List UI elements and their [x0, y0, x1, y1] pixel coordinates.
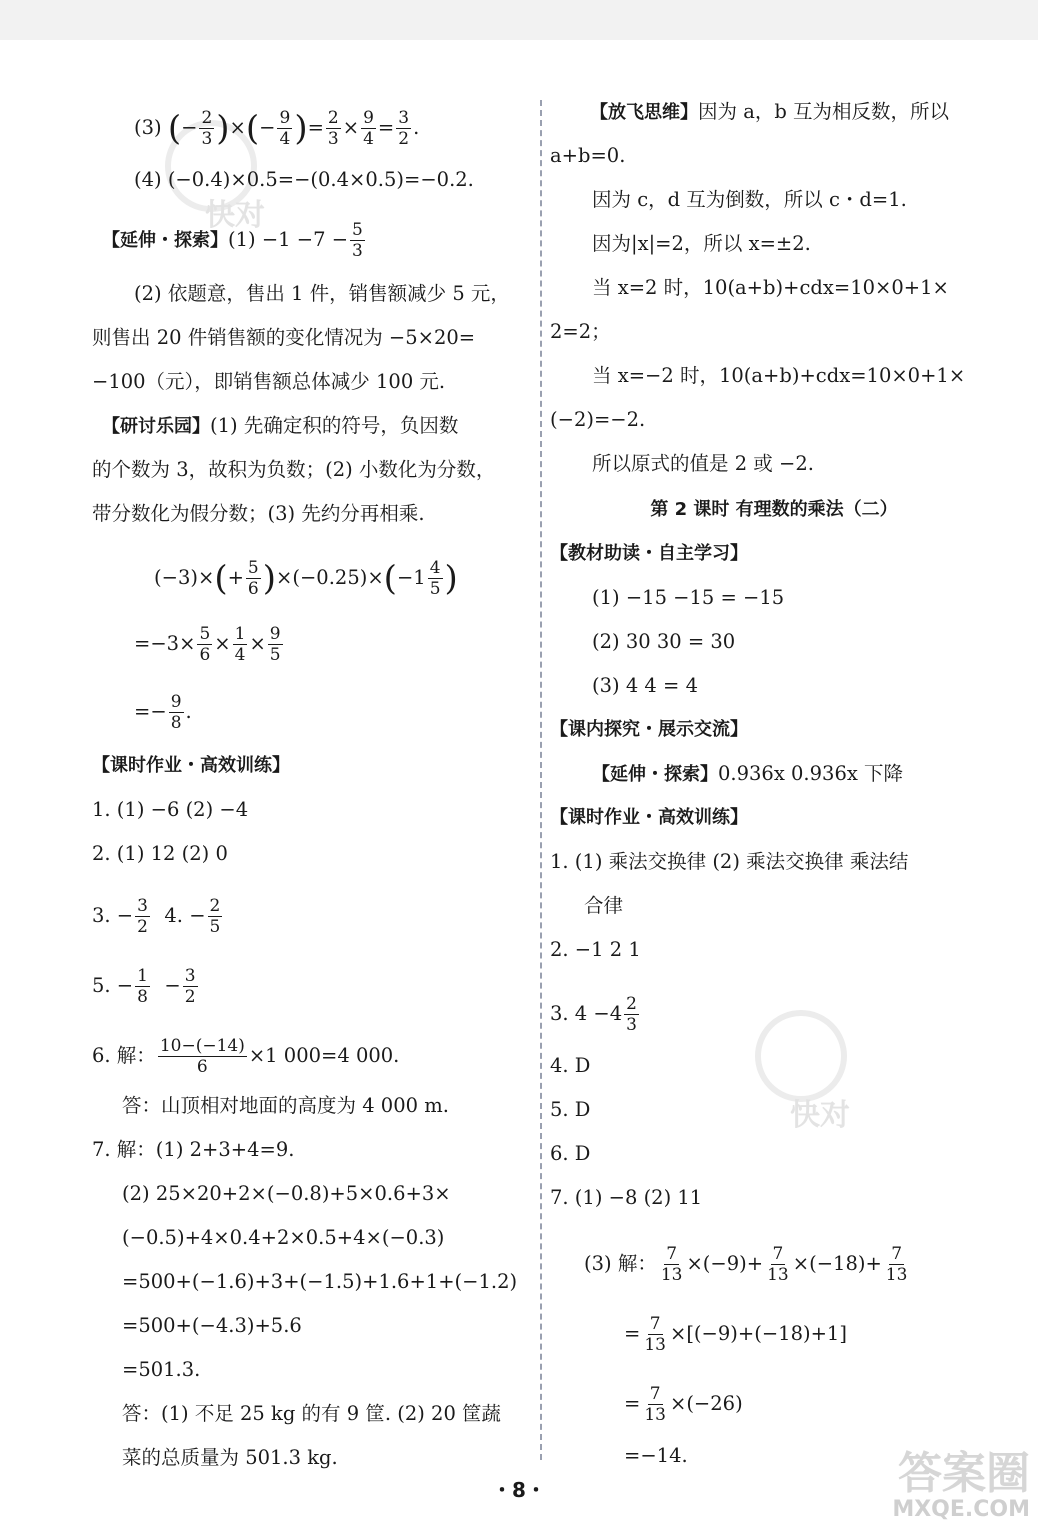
- r-answer-3: 3. 4 −4 $\frac{2}{3}$: [550, 994, 637, 1035]
- watermark-right: 快对: [790, 1098, 850, 1133]
- inclass-title: 【课内探究・展示交流】: [550, 719, 748, 740]
- calc-line-2: =−3× $\frac{5}{6}$ × $\frac{1}{4}$ × $\frac{9}{5}$: [134, 624, 281, 665]
- r-answer-7-4: = $\frac{7}{13}$ ×[(−9)+(−18)+1]: [624, 1314, 847, 1355]
- divergent-e: 当 x=2 时，10(a+b)+cdx=10×0+1×: [592, 276, 949, 299]
- r-answer-7: 7. (1) −8 (2) 11: [550, 1186, 703, 1209]
- homework-title-right: 【课时作业・高效训练】: [550, 807, 748, 828]
- answer-6: 6. 解： $\frac{10-(-14)}{6}$ ×1 000=4 000.: [92, 1036, 400, 1077]
- answer-7-6: =501.3.: [122, 1358, 201, 1381]
- textbook-title: 【教材助读・自主学习】: [550, 543, 748, 564]
- answer-6-conclusion: 答：山顶相对地面的高度为 4 000 m.: [122, 1094, 449, 1117]
- corner-logo: 答案圈: [898, 1448, 1030, 1499]
- discussion-b: 的个数为 3，故积为负数；(2) 小数化为分数，: [92, 458, 496, 481]
- watermark-circle-right: [755, 1010, 847, 1102]
- r-answer-1a: 1. (1) 乘法交换律 (2) 乘法交换律 乘法结: [550, 850, 909, 873]
- r-answer-1b: 合律: [584, 894, 624, 917]
- answer-3-4: 3. − $\frac{3}{2}$ 4. − $\frac{2}{5}$: [92, 896, 221, 937]
- divergent-f: 2=2；: [550, 320, 611, 343]
- divergent-g: 当 x=−2 时，10(a+b)+cdx=10×0+1×: [592, 364, 966, 387]
- r-answer-7-6: =−14.: [624, 1444, 688, 1467]
- extend-explore-2b: 则售出 20 件销售额的变化情况为 −5×20=: [92, 326, 476, 349]
- homework-title-left: 【课时作业・高效训练】: [92, 755, 290, 776]
- answer-5: 5. − $\frac{1}{8}$ − $\frac{3}{2}$: [92, 966, 196, 1007]
- r-answer-7-5: = $\frac{7}{13}$ ×(−26): [624, 1384, 743, 1425]
- divergent-c: 因为 c，d 互为倒数，所以 c・d=1.: [592, 188, 907, 211]
- calc-line-3: =− $\frac{9}{8}$ .: [134, 692, 192, 733]
- column-divider: [540, 100, 542, 1460]
- r-answer-2: 2. −1 2 1: [550, 938, 641, 961]
- answer-7-5: =500+(−4.3)+5.6: [122, 1314, 302, 1337]
- textbook-2: (2) 30 30 = 30: [592, 630, 736, 653]
- discussion-c: 带分数化为假分数；(3) 先约分再相乘.: [92, 502, 425, 525]
- r-answer-5: 5. D: [550, 1098, 591, 1121]
- expr-3: (3) (− $\frac{2}{3}$ )×(− $\frac{9}{4}$ )= $\frac{2}{3}$ × $\frac{9}{4}$ = $\frac{3}{2}$ .: [134, 108, 420, 149]
- extend-explore-right: 【延伸・探索】0.936x 0.936x 下降: [592, 762, 904, 785]
- lesson-title: 第 2 课时 有理数的乘法（二）: [650, 499, 898, 520]
- answer-7-4: =500+(−1.6)+3+(−1.5)+1.6+1+(−1.2): [122, 1270, 518, 1293]
- extend-explore-2c: −100（元），即销售额总体减少 100 元.: [92, 370, 446, 393]
- discussion-a: 【研讨乐园】(1) 先确定积的符号，负因数: [102, 414, 459, 437]
- textbook-3: (3) 4 4 = 4: [592, 674, 698, 697]
- divergent-d: 因为|x|=2，所以 x=±2.: [592, 232, 811, 255]
- page-number: ・8・: [492, 1478, 546, 1502]
- watermark-left: 快对: [205, 198, 265, 233]
- answer-7-1: 7. 解：(1) 2+3+4=9.: [92, 1138, 295, 1161]
- divergent-b: a+b=0.: [550, 144, 626, 167]
- scan-top-band: [0, 0, 1038, 40]
- answer-7-2: (2) 25×20+2×(−0.8)+5×0.6+3×: [122, 1182, 451, 1205]
- answer-1: 1. (1) −6 (2) −4: [92, 798, 249, 821]
- corner-watermark: [780, 1450, 1030, 1530]
- calc-line-1: (−3)×(+ $\frac{5}{6}$ )×(−0.25)×(−1 $\frac{4}{5}$ ): [154, 558, 458, 599]
- extend-explore-2a: (2) 依题意，售出 1 件，销售额减少 5 元，: [134, 282, 510, 305]
- answer-2: 2. (1) 12 (2) 0: [92, 842, 228, 865]
- answer-7-conclusion-a: 答：(1) 不足 25 kg 的有 9 筐. (2) 20 筐蔬: [122, 1402, 502, 1425]
- answer-7-conclusion-b: 菜的总质量为 501.3 kg.: [122, 1446, 338, 1469]
- corner-url: MXQE.COM: [892, 1497, 1030, 1522]
- r-answer-4: 4. D: [550, 1054, 591, 1077]
- extend-explore-1: 【延伸・探索】(1) −1 −7 − $\frac{5}{3}$: [102, 220, 363, 261]
- textbook-1: (1) −15 −15 = −15: [592, 586, 785, 609]
- expr-4: (4) (−0.4)×0.5=−(0.4×0.5)=−0.2.: [134, 168, 474, 191]
- divergent-i: 所以原式的值是 2 或 −2.: [592, 452, 814, 475]
- r-answer-6: 6. D: [550, 1142, 591, 1165]
- answer-7-3: (−0.5)+4×0.4+2×0.5+4×(−0.3): [122, 1226, 445, 1249]
- r-answer-7-3: (3) 解： $\frac{7}{13}$ ×(−9)+ $\frac{7}{13}$ ×(−18)+ $\frac{7}{13}$: [584, 1244, 908, 1285]
- divergent-h: (−2)=−2.: [550, 408, 646, 431]
- divergent-a: 【放飞思维】因为 a，b 互为相反数，所以: [590, 100, 950, 123]
